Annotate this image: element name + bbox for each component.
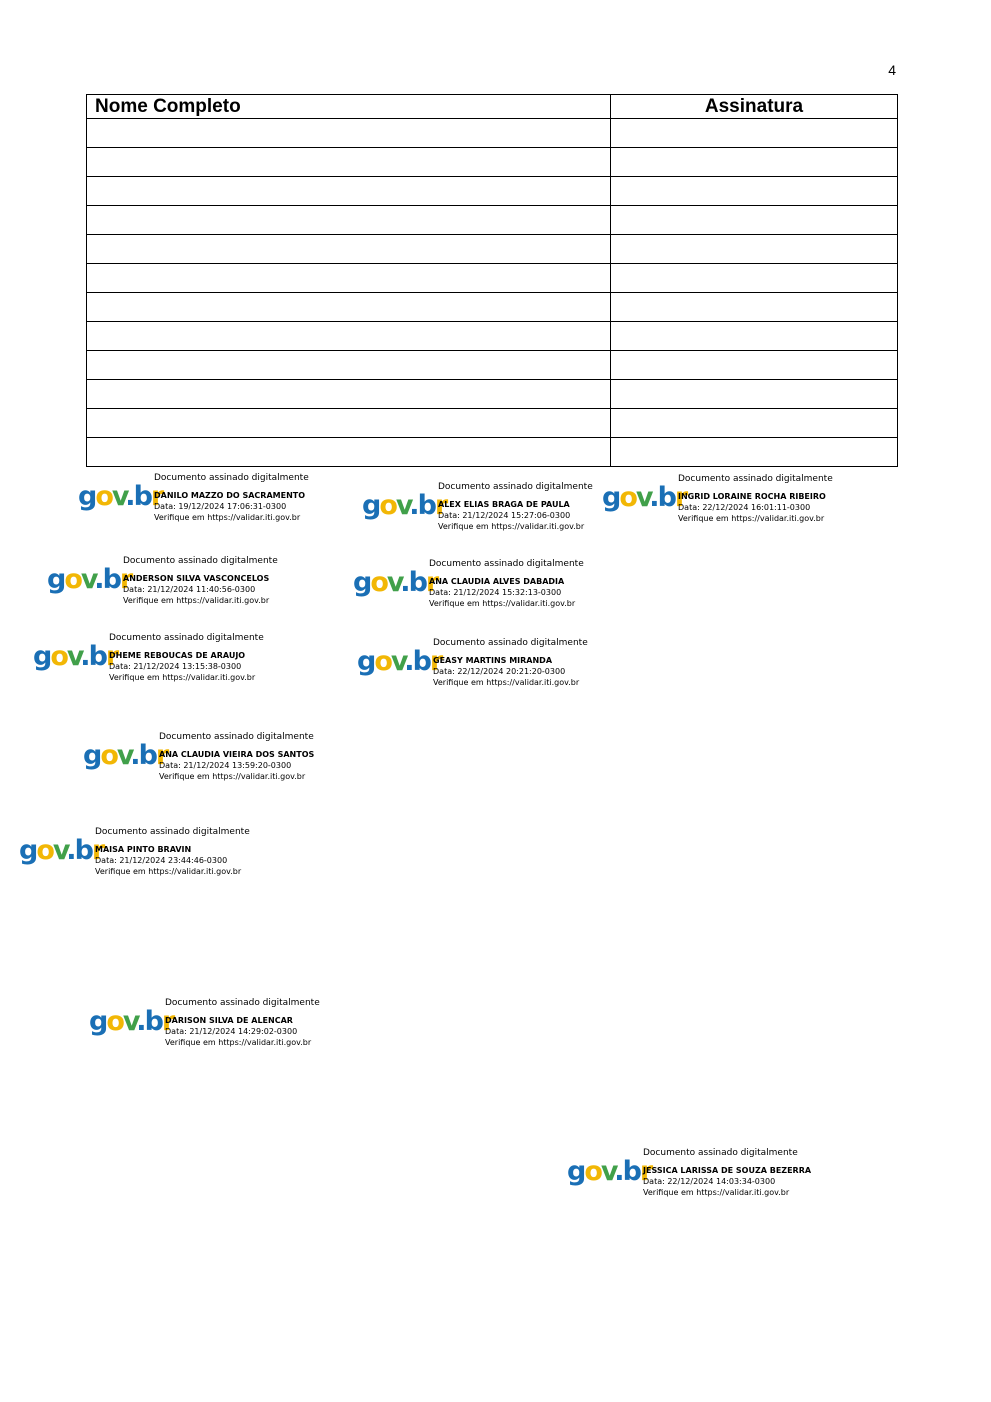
full-name-cell[interactable] — [87, 264, 611, 293]
signature-stamp — [78, 472, 408, 532]
page-number: 4 — [888, 62, 896, 78]
verify-link[interactable]: Verifique em https://validar.iti.gov.br — [154, 513, 301, 522]
full-name-cell[interactable] — [87, 438, 611, 467]
full-name-cell[interactable] — [87, 148, 611, 177]
full-name-cell[interactable] — [87, 206, 611, 235]
verify-link[interactable]: Verifique em https://validar.iti.gov.br — [165, 1038, 312, 1047]
govbr-logo: gov.br — [47, 564, 132, 595]
verify-link[interactable]: Verifique em https://validar.iti.gov.br — [109, 673, 256, 682]
table-row — [87, 206, 898, 235]
signature-cell[interactable] — [611, 177, 898, 206]
signature-stamp — [357, 637, 687, 697]
table-row — [87, 119, 898, 148]
verify-link[interactable]: Verifique em https://validar.iti.gov.br — [95, 867, 242, 876]
verify-link[interactable]: Verifique em https://validar.iti.gov.br — [429, 599, 576, 608]
stamp-header: Documento assinado digitalmente — [429, 559, 584, 569]
signature-cell[interactable] — [611, 322, 898, 351]
stamp-header: Documento assinado digitalmente — [123, 556, 278, 566]
signature-stamp — [19, 826, 349, 886]
signature-cell[interactable] — [611, 351, 898, 380]
signature-date: Data: 21/12/2024 13:15:38-0300 — [109, 662, 242, 671]
verify-link[interactable]: Verifique em https://validar.iti.gov.br — [643, 1188, 790, 1197]
verify-link[interactable]: Verifique em https://validar.iti.gov.br — [433, 678, 580, 687]
signer-name: ANDERSON SILVA VASCONCELOS — [123, 574, 270, 583]
signature-date: Data: 19/12/2024 17:06:31-0300 — [154, 502, 287, 511]
signer-name: DARISON SILVA DE ALENCAR — [165, 1016, 293, 1025]
signature-stamp — [602, 473, 932, 533]
signature-cell[interactable] — [611, 206, 898, 235]
table-row — [87, 235, 898, 264]
govbr-logo: gov.br — [357, 646, 442, 677]
stamp-header: Documento assinado digitalmente — [109, 633, 264, 643]
govbr-logo: gov.br — [78, 481, 163, 512]
table-row — [87, 293, 898, 322]
table-body — [87, 119, 898, 467]
header-signature: Assinatura — [611, 95, 898, 119]
table-row — [87, 380, 898, 409]
full-name-cell[interactable] — [87, 351, 611, 380]
signature-date: Data: 21/12/2024 15:27:06-0300 — [438, 511, 571, 520]
signature-stamp — [47, 555, 377, 615]
signature-cell[interactable] — [611, 148, 898, 177]
signature-stamp — [33, 632, 363, 692]
signer-name: ALEX ELIAS BRAGA DE PAULA — [438, 500, 570, 509]
signature-cell[interactable] — [611, 235, 898, 264]
table-row — [87, 409, 898, 438]
full-name-cell[interactable] — [87, 409, 611, 438]
govbr-logo: gov.br — [362, 490, 447, 521]
table-row — [87, 438, 898, 467]
stamp-header: Documento assinado digitalmente — [678, 474, 833, 484]
signature-cell[interactable] — [611, 293, 898, 322]
signature-stamp — [89, 997, 419, 1057]
signature-stamp — [353, 558, 683, 618]
full-name-cell[interactable] — [87, 177, 611, 206]
signature-stamp — [567, 1147, 897, 1207]
full-name-cell[interactable] — [87, 293, 611, 322]
signature-cell[interactable] — [611, 380, 898, 409]
signature-date: Data: 22/12/2024 16:01:11-0300 — [678, 503, 811, 512]
verify-link[interactable]: Verifique em https://validar.iti.gov.br — [123, 596, 270, 605]
signature-date: Data: 22/12/2024 14:03:34-0300 — [643, 1177, 776, 1186]
verify-link[interactable]: Verifique em https://validar.iti.gov.br — [159, 772, 306, 781]
signature-date: Data: 22/12/2024 20:21:20-0300 — [433, 667, 566, 676]
govbr-logo: gov.br — [89, 1006, 174, 1037]
signer-name: GEASY MARTINS MIRANDA — [433, 656, 553, 665]
signature-date: Data: 21/12/2024 13:59:20-0300 — [159, 761, 292, 770]
table-row — [87, 148, 898, 177]
signer-name: MAISA PINTO BRAVIN — [95, 845, 192, 854]
signature-stamp — [83, 731, 413, 791]
signer-name: DHEME REBOUCAS DE ARAUJO — [109, 651, 246, 660]
signer-name: JESSICA LARISSA DE SOUZA BEZERRA — [643, 1166, 812, 1175]
govbr-logo: gov.br — [602, 482, 687, 513]
signature-cell[interactable] — [611, 409, 898, 438]
table-row — [87, 351, 898, 380]
table-header-row — [87, 95, 898, 119]
signature-cell[interactable] — [611, 264, 898, 293]
stamp-header: Documento assinado digitalmente — [433, 638, 588, 648]
full-name-cell[interactable] — [87, 235, 611, 264]
header-full-name: Nome Completo — [87, 95, 611, 119]
table-row — [87, 177, 898, 206]
stamp-header: Documento assinado digitalmente — [159, 732, 314, 742]
stamp-header: Documento assinado digitalmente — [165, 998, 320, 1008]
verify-link[interactable]: Verifique em https://validar.iti.gov.br — [678, 514, 825, 523]
signature-date: Data: 21/12/2024 14:29:02-0300 — [165, 1027, 298, 1036]
signer-name: INGRID LORAINE ROCHA RIBEIRO — [678, 492, 826, 501]
signature-date: Data: 21/12/2024 11:40:56-0300 — [123, 585, 256, 594]
full-name-cell[interactable] — [87, 119, 611, 148]
stamp-header: Documento assinado digitalmente — [643, 1148, 798, 1158]
signer-name: DANILO MAZZO DO SACRAMENTO — [154, 491, 306, 500]
govbr-logo: gov.br — [567, 1156, 652, 1187]
signature-date: Data: 21/12/2024 23:44:46-0300 — [95, 856, 228, 865]
attendance-table — [86, 94, 898, 467]
stamp-header: Documento assinado digitalmente — [438, 482, 593, 492]
signature-cell[interactable] — [611, 438, 898, 467]
table-row — [87, 264, 898, 293]
signature-cell[interactable] — [611, 119, 898, 148]
signer-name: ANA CLAUDIA ALVES DABADIA — [429, 577, 565, 586]
govbr-logo: gov.br — [33, 641, 118, 672]
stamp-header: Documento assinado digitalmente — [95, 827, 250, 837]
full-name-cell[interactable] — [87, 322, 611, 351]
govbr-logo: gov.br — [19, 835, 104, 866]
signer-name: ANA CLAUDIA VIEIRA DOS SANTOS — [159, 750, 315, 759]
govbr-logo: gov.br — [83, 740, 168, 771]
table-row — [87, 322, 898, 351]
govbr-logo: gov.br — [353, 567, 438, 598]
signature-date: Data: 21/12/2024 15:32:13-0300 — [429, 588, 562, 597]
verify-link[interactable]: Verifique em https://validar.iti.gov.br — [438, 522, 585, 531]
full-name-cell[interactable] — [87, 380, 611, 409]
stamp-header: Documento assinado digitalmente — [154, 473, 309, 483]
